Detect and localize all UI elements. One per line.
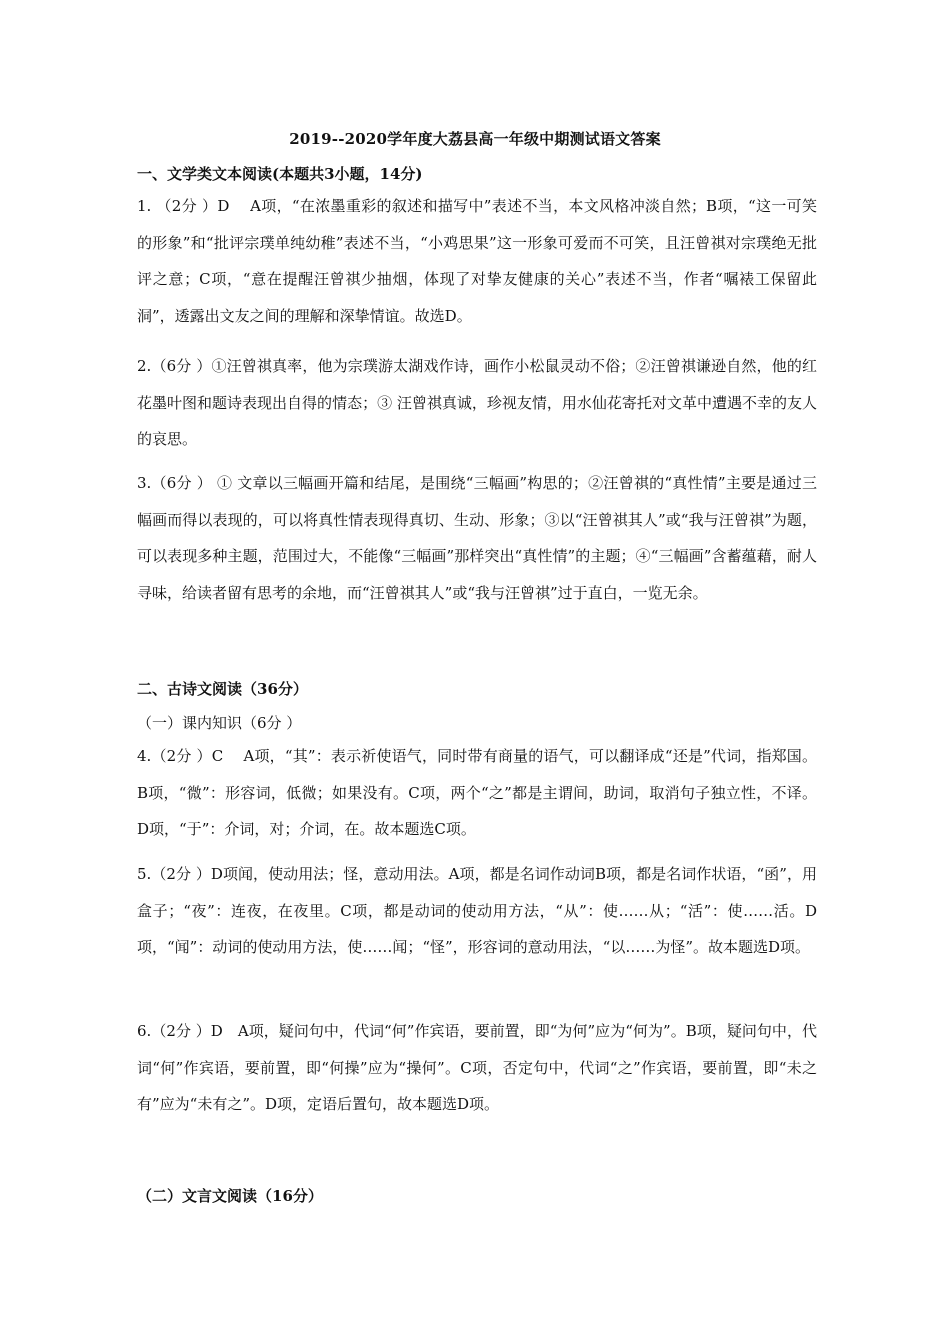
- answer-paragraph-q2: 2.（6分 ）①汪曾祺真率，他为宗璞游太湖戏作诗，画作小松鼠灵动不俗；②汪曾祺谦逊自然，他的红花墨叶图和题诗表现出自得的情态；③ 汪曾祺真诚，珍视友情，用水仙花寄托对文革中遭遇不幸的友人的哀思。: [137, 357, 817, 448]
- subsection-heading-classical-chinese-reading: （二）文言文阅读（16分）: [137, 1187, 323, 1205]
- section-heading-literary-reading: 一、文学类文本阅读(本题共3小题，14分): [137, 165, 423, 183]
- subsection-heading-in-class-knowledge: （一）课内知识（6分 ）: [137, 714, 302, 732]
- answer-paragraph-q6: 6.（2分 ）D A项，疑问句中，代词“何”作宾语，要前置，即“为何”应为“何为”。B项，疑问句中，代词“何”作宾语，要前置，即“何操”应为“操何”。C项，否定句中，代词“之”作宾语，要前置，即“未之有”应为“未有之”。D项，定语后置句，故本题选D项。: [137, 1022, 817, 1113]
- answer-paragraph-q5: 5.（2分 ）D项闻，使动用法；怪，意动用法。A项，都是名词作动词B项，都是名词作状语，“函”，用盒子；“夜”：连夜，在夜里。C项，都是动词的使动用方法，“从”：使……从；“活”：使……活。D项，“闻”：动词的使动用方法，使……闻；“怪”，形容词的意动用法，“以……为怪”。故本题选D项。: [137, 865, 817, 956]
- answer-paragraph-q1: 1. （2分 ）D A项，“在浓墨重彩的叙述和描写中”表述不当，本文风格冲淡自然；B项，“这一可笑的形象”和“批评宗璞单纯幼稚”表述不当，“小鸡思果”这一形象可爱而不可笑，且汪曾祺对宗璞绝无批评之意；C项，“意在提醒汪曾祺少抽烟，体现了对挚友健康的关心”表述不当，作者“嘱裱工保留此洞”，透露出文友之间的理解和深挚情谊。故选D。: [137, 197, 817, 325]
- answer-paragraph-q3: 3.（6分 ） ① 文章以三幅画开篇和结尾，是围绕“三幅画”构思的；②汪曾祺的“真性情”主要是通过三幅画而得以表现的，可以将真性情表现得真切、生动、形象；③以“汪曾祺其人”或“我与汪曾祺”为题，可以表现多种主题，范围过大，不能像“三幅画”那样突出“真性情”的主题；④“三幅画”含蓄蕴藉，耐人寻味，给读者留有思考的余地，而“汪曾祺其人”或“我与汪曾祺”过于直白，一览无余。: [137, 474, 817, 602]
- document-title: 2019--2020学年度大荔县高一年级中期测试语文答案: [289, 130, 661, 148]
- answer-paragraph-q4: 4.（2分 ）C A项，“其”：表示祈使语气，同时带有商量的语气，可以翻译成“还是”代词，指郑国。B项，“微”：形容词，低微；如果没有。C项，两个“之”都是主谓间，助词，取消句子独立性，不译。D项，“于”：介词，对；介词，在。故本题选C项。: [137, 747, 817, 838]
- section-heading-classical-reading: 二、古诗文阅读（36分）: [137, 680, 308, 698]
